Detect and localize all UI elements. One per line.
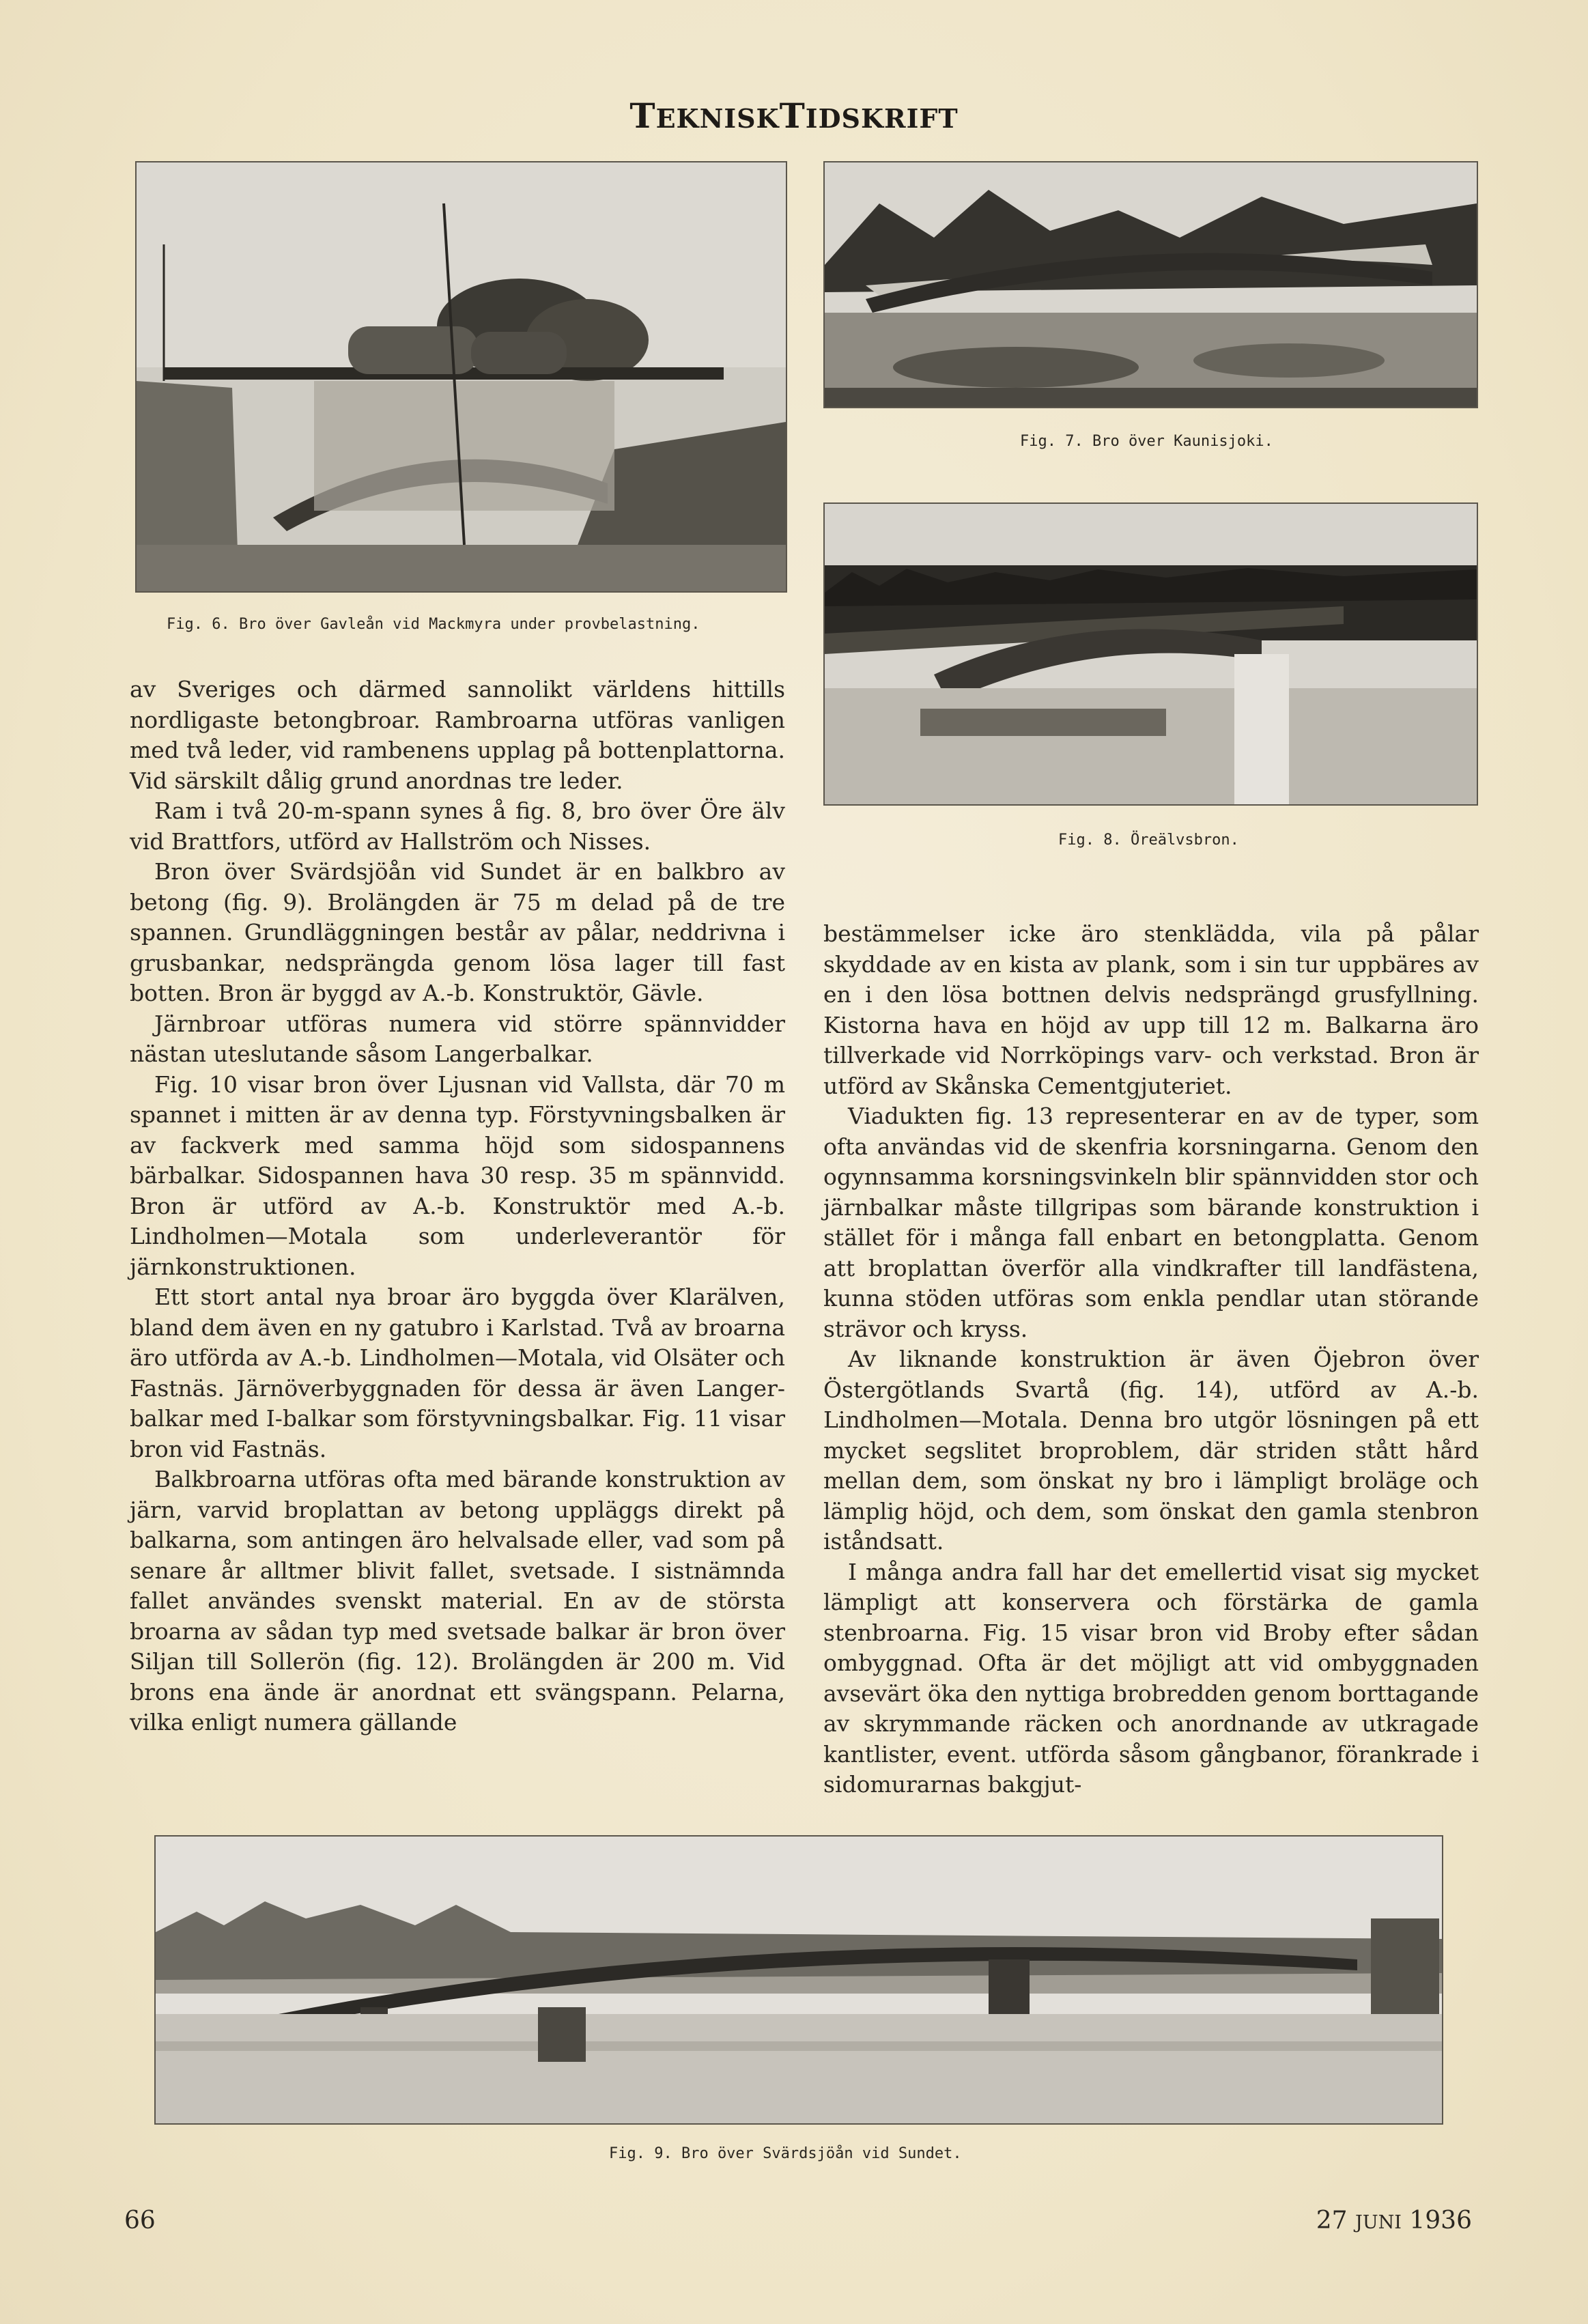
paragraph: Fig. 10 visar bron över Ljusnan vid Vallsta, där 70 m spannet i mitten är av denna typ. Förstyvningsbalken är av fackverk med samma höjd som sidospannens bärbalkar. Sidospannen hava 30 resp. 35 m spännvidd. Bron är utförd av A.-b. Konstruktör med A.-b. Lindholmen—Motala som underleverantör för järnkonstruktionen.	[130, 1071, 785, 1280]
paragraph: Ett stort antal nya broar äro byggda över Klarälven, bland dem även en ny gatubro i Karlstad. Två av broarna äro utförda av A.-b. Lindholmen—Motala, vid Olsäter och Fastnäs. Järnöverbyggnaden för dessa är även Langer-balkar med I-balkar som förstyvningsbalkar. Fig. 11 visar bron vid Fastnäs.	[130, 1284, 786, 1462]
journal-masthead: TEKNISKTIDSKRIFT	[629, 96, 959, 136]
paragraph: Av liknande konstruktion är även Öjebron över Östergötlands Svartå (fig. 14), utförd av A.-b. Lindholmen—Motala. Denna bro utgör lösningen på ett mycket segslitet broproblem, där striden stått hård mellan dem, som önskat ny bro i lämpligt broläge och lämplig höjd, och dem, som önskat den gamla stenbron iståndsatt.	[823, 1346, 1479, 1555]
right-text-column	[823, 919, 1479, 1800]
paragraph: Järnbroar utföras numera vid större spännvidder nästan uteslutande såsom Langerbalkar.	[130, 1010, 785, 1067]
paragraph: av Sveriges och därmed sannolikt världens hittills nordligaste betongbroar. Rambroarna utföras vanligen med två leder, vid rambenens upplag på bottenplattorna. Vid särskilt dålig grund anordnas tre leder.	[130, 676, 785, 794]
page-number: 66	[124, 2207, 156, 2235]
paragraph: bestämmelser icke äro stenklädda, vila på pålar skyddade av en kista av plank, som i sin tur uppbäres av en i den lösa bottnen delvis nedsprängd grusfyllning. Kistorna hava en höjd av upp till 12 m. Balkarna äro tillverkade vid Norrköpings varv- och verkstad. Bron är utförd av Skånska Cementgjuteriet.	[823, 920, 1479, 1099]
fig6-caption: Fig. 6. Bro över Gavleån vid Mackmyra under provbelastning.	[167, 616, 700, 633]
fig9-photo	[154, 1835, 1443, 2125]
paragraph: Bron över Svärdsjöån vid Sundet är en balkbro av betong (fig. 9). Brolängden är 75 m delad på de tre spannen. Grundläggningen består av pålar, neddrivna i grusbankar, nedsprängda genom lösa lager till fast botten. Bron är byggd av A.-b. Konstruktör, Gävle.	[130, 858, 785, 1006]
fig9-caption: Fig. 9. Bro över Svärdsjöån vid Sundet.	[609, 2145, 962, 2162]
fig8-photo	[823, 502, 1478, 806]
paragraph: I många andra fall har det emellertid visat sig mycket lämpligt att konservera och förstärka de gamla stenbroarna. Fig. 15 visar bron vid Broby efter sådan ombyggnad. Ofta är det möjligt att vid ombyggnaden avsevärt öka den nyttiga brobredden genom borttagande av skrymmande räcken och anordnande av utkragade kantlister, event. utförda såsom gångbanor, förankrade i sidomurarnas bakgjut-	[823, 1558, 1479, 1798]
paragraph: Viadukten fig. 13 representerar en av de typer, som ofta användas vid de skenfria korsningarna. Genom den ogynnsamma korsningsvinkeln blir spännvidden stor och järnbalkar måste tillgripas som bärande konstruktion i stället för i många fall enbart en betongplatta. Genom att broplattan överför alla vindkrafter till landfästena, kunna stöden utföras som enkla pendlar utan störande strävor och kryss.	[823, 1103, 1479, 1342]
issue-date: 27 JUNI 1936	[1316, 2207, 1472, 2235]
fig7-photo	[823, 161, 1478, 408]
fig6-photo	[135, 161, 787, 593]
paragraph: Balkbroarna utföras ofta med bärande konstruktion av järn, varvid broplattan av betong uppläggs direkt på balkarna, som antingen äro helvalsade eller, vad som på senare år alltmer blivit fallet, svetsade. I sistnämnda fallet användes svenskt material. En av de största broarna av sådan typ med svetsade balkar är bron över Siljan till Sollerön (fig. 12). Brolängden är 200 m. Vid brons ena ände är anordnat ett svängspann. Pelarna, vilka enligt numera gällande	[130, 1466, 785, 1735]
left-text-column	[130, 675, 785, 1738]
fig8-caption: Fig. 8. Öreälvsbron.	[1058, 832, 1239, 849]
fig7-caption: Fig. 7. Bro över Kaunisjoki.	[1020, 433, 1273, 450]
paragraph: Ram i två 20-m-spann synes å fig. 8, bro över Öre älv vid Brattfors, utförd av Hallström och Nisses.	[130, 797, 785, 855]
